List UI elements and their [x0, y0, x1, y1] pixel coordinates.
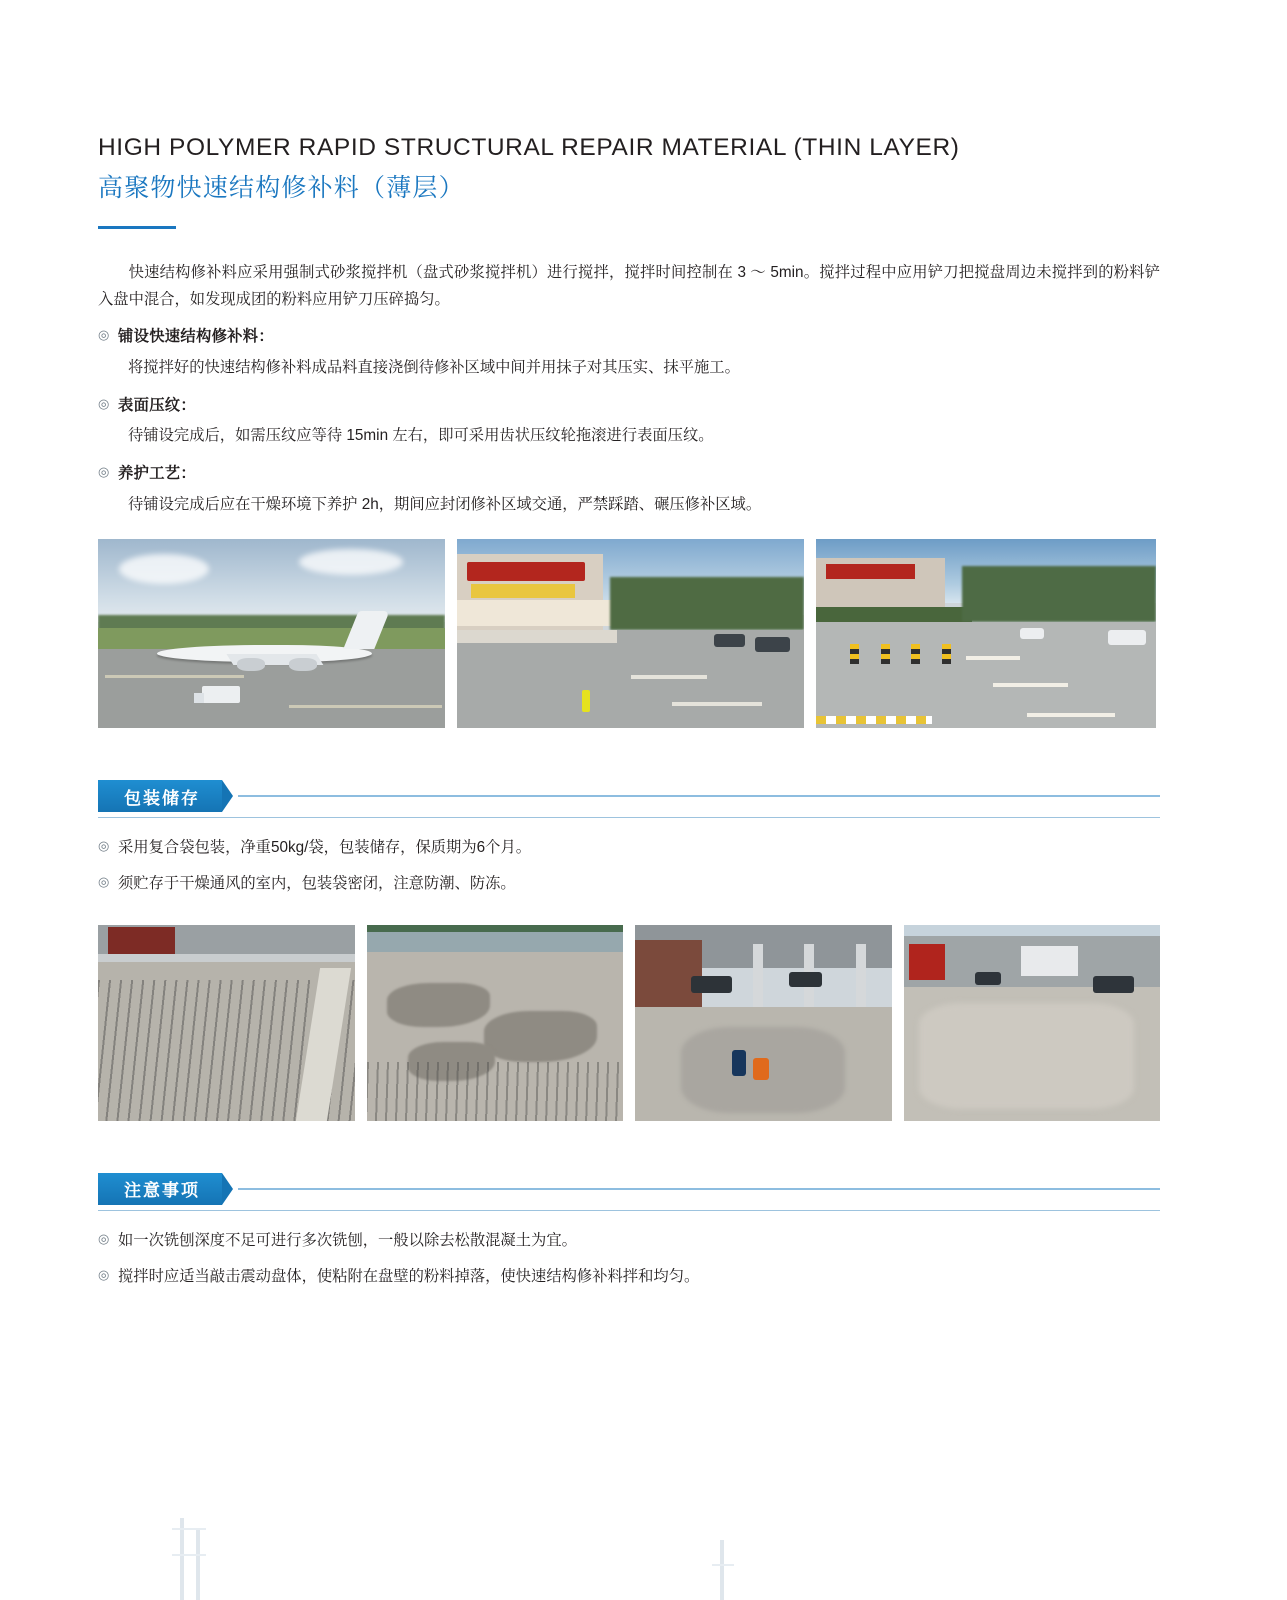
footer-watermark-art: [0, 1480, 1287, 1600]
step-detail-2: 待铺设完成后，如需压纹应等待 15min 左右，即可采用齿状压纹轮拖滚进行表面压纹。: [128, 427, 714, 445]
packaging-section-header: [98, 780, 1160, 812]
airport-apron-photo: [98, 539, 445, 728]
ring-bullet-icon: ◎: [98, 1266, 110, 1282]
notes-list: [98, 1227, 1160, 1292]
gallery-bottom: [98, 925, 1160, 1121]
list-item-label: 采用复合袋包装，净重50kg/袋，包装储存，保质期为6个月。: [118, 839, 532, 857]
packaging-list: [98, 834, 1160, 899]
section-underline: [98, 1210, 1160, 1211]
list-item-label: 如一次铣刨深度不足可进行多次铣刨，一般以除去松散混凝土为宜。: [118, 1231, 577, 1249]
section-rule: [238, 795, 1160, 797]
intro-paragraph: 快速结构修补料应采用强制式砂浆搅拌机（盘式砂浆搅拌机）进行搅拌，搅拌时间控制在 3 ～ 5min。搅拌过程中应用铲刀把搅盘周边未搅拌到的粉料铲入盘中混合，如发现成团的粉料应用铲刀压碎捣匀。: [98, 263, 1160, 309]
page-content: [98, 132, 1160, 1291]
list-item: [98, 1227, 1160, 1255]
wide-road-cones-photo: [816, 539, 1156, 728]
grooved-pavement-photo: [98, 925, 355, 1121]
step-heading: 养护工艺：: [118, 465, 196, 483]
ring-bullet-icon: ◎: [98, 395, 110, 411]
page-title-en: HIGH POLYMER RAPID STRUCTURAL REPAIR MATERIAL (THIN LAYER): [98, 134, 960, 161]
list-item-label: 须贮存于干燥通风的室内，包装袋密闭，注意防潮、防冻。: [118, 875, 516, 893]
gallery-top: [98, 539, 1160, 728]
notes-section-header: [98, 1173, 1160, 1205]
list-item-label: 搅拌时应适当敲击震动盘体，使粘附在盘壁的粉料掉落，使快速结构修补料拌和均匀。: [118, 1267, 700, 1285]
title-divider: [98, 226, 176, 229]
list-item: [98, 834, 1160, 862]
step-detail-1: 将搅拌好的快速结构修补料成品料直接浇倒待修补区域中间并用抹子对其压实、抹平施工。: [128, 358, 740, 376]
section-underline: [98, 817, 1160, 818]
ring-bullet-icon: ◎: [98, 838, 110, 854]
section-rule: [238, 1188, 1160, 1190]
step-detail-3: 待铺设完成后应在干燥环境下养护 2h，期间应封闭修补区域交通，严禁踩踏、碾压修补区域。: [128, 495, 762, 513]
finished-floor-photo: [904, 925, 1161, 1121]
packaging-section: [98, 780, 1160, 899]
step-row-2: [98, 392, 1160, 420]
step-row-1: [98, 323, 1160, 351]
street-shopfront-photo: [457, 539, 804, 728]
ring-bullet-icon: ◎: [98, 464, 110, 480]
step-heading: 铺设快速结构修补料：: [118, 328, 274, 346]
page-title-cn: 高聚物快速结构修补料（薄层）: [98, 173, 465, 202]
step-row-3: [98, 460, 1160, 488]
ring-bullet-icon: ◎: [98, 874, 110, 890]
list-item: [98, 870, 1160, 898]
ring-bullet-icon: ◎: [98, 1230, 110, 1246]
notes-section: [98, 1173, 1160, 1292]
gas-station-repair-photo: [635, 925, 892, 1121]
guardrail-pavement-photo: [367, 925, 624, 1121]
ring-bullet-icon: ◎: [98, 327, 110, 343]
step-heading: 表面压纹：: [118, 396, 196, 414]
notes-section-tag: 注意事项: [98, 1173, 222, 1205]
packaging-section-tag: 包装储存: [98, 780, 222, 812]
list-item: [98, 1263, 1160, 1291]
